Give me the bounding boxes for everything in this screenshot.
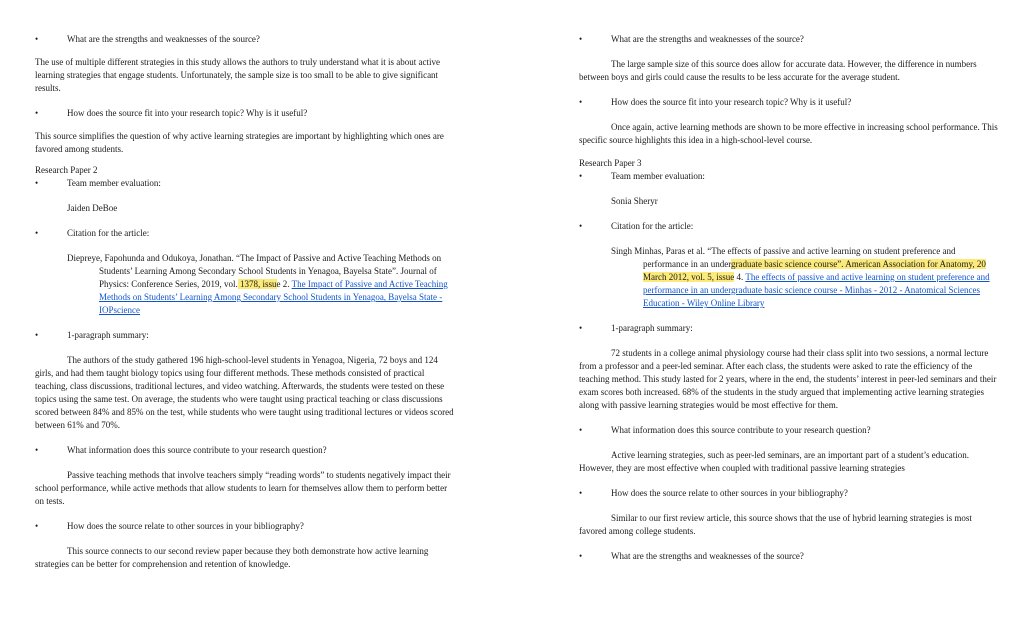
- question-strengths: • What are the strengths and weaknesses of the source?: [35, 34, 260, 44]
- citation-label: • Citation for the article:: [579, 221, 694, 231]
- question-fit: • How does the source fit into your research topic? Why is it useful?: [579, 97, 852, 107]
- answer-strengths: The large sample size of this source does allow for accurate data. However, the difference in numbers between boys and girls could cause the results to be less accurate for the average student.: [579, 59, 977, 82]
- team-member-name: Jaiden DeBoe: [67, 203, 118, 213]
- summary-text: 72 students in a college animal physiology course had their class split into two sessions, a normal lecture from a professor and a peer-led seminar. After each class, the students were asked to rate the efficiency of the teaching method. This study lasted for 2 years, where in the end, the students’ interest in peer-led seminars and their exam scores both increased. 68% of the students in the study argued that implementing active learning strategies along with passive learning strategies would be most effective for them.: [579, 348, 997, 410]
- team-member-name: Sonia Sheryr: [611, 196, 658, 206]
- team-member-label: • Team member evaluation:: [579, 171, 705, 181]
- bullet: •: [35, 521, 39, 531]
- summary-label: • 1-paragraph summary:: [35, 330, 149, 340]
- bullet: •: [35, 228, 39, 238]
- bullet: •: [35, 108, 39, 118]
- bullet: •: [579, 425, 583, 435]
- right-page: [512, 0, 1024, 643]
- question-strengths-2: • What are the strengths and weaknesses of the source?: [579, 551, 804, 561]
- section-heading-paper-3: Research Paper 3: [579, 158, 642, 168]
- bullet: •: [579, 34, 583, 44]
- right-column: [579, 33, 999, 563]
- section-heading-paper-2: Research Paper 2: [35, 165, 98, 175]
- bullet: •: [579, 551, 583, 561]
- bullet: •: [35, 34, 39, 44]
- citation-highlight: graduate basic science course”. American Association for Anatomy, 20 March 2012, vol. 5, issue: [643, 259, 986, 282]
- question-relate: • How does the source relate to other sources in your bibliography?: [35, 521, 304, 531]
- summary-label: • 1-paragraph summary:: [579, 323, 693, 333]
- answer-fit: This source simplifies the question of why active learning strategies are important by highlighting which ones are favored among students.: [35, 131, 444, 154]
- answer-relate: This source connects to our second review paper because they both demonstrate how active learning strategies can be better for comprehension and retention of knowledge.: [35, 546, 429, 569]
- question-contribute: • What information does this source contribute to your research question?: [579, 425, 871, 435]
- bullet: •: [579, 488, 583, 498]
- bullet: •: [579, 323, 583, 333]
- answer-relate: Similar to our first review article, this source shows that the use of hybrid learning strategies is most favored among college students.: [579, 513, 972, 536]
- bullet: •: [579, 221, 583, 231]
- question-fit: • How does the source fit into your research topic? Why is it useful?: [35, 108, 308, 118]
- team-member-label: • Team member evaluation:: [35, 178, 161, 188]
- summary-text: The authors of the study gathered 196 high-school-level students in Yenagoa, Nigeria, 72 boys and 124 girls, and had them taught biology topics using four different methods. These methods consisted of practical teaching, class discussions, traditional lectures, and video watching. Afterwards, the students were tested on these topics using the same test. On average, the students who were taught using practical teaching or class discussions scored between 84% and 85% on the test, while students who were taught using traditional lectures or videos scored between 61% and 70%.: [35, 355, 454, 430]
- citation-label: • Citation for the article:: [35, 228, 150, 238]
- bullet: •: [35, 445, 39, 455]
- answer-fit: Once again, active learning methods are shown to be more effective in increasing school performance. This specific source highlights this idea in a high-school-level course.: [579, 122, 998, 145]
- citation-text: Diepreye, Fapohunda and Odukoya, Jonathan. “The Impact of Passive and Active Teaching Methods on Students’ Learning Among Secondary School Students in Yenagoa, Bayelsa State”. Journal of Physics: Conference Series, 2019, vol. 1378, issue 2. The Impact of Passive and Active Teaching Methods on Students’ Learning Among Secondary School Students in Yenagoa, Bayelsa State - IOPscience: [67, 253, 448, 315]
- citation-link[interactable]: The Impact of Passive and Active Teaching Methods on Students’ Learning Among Secondary School Students in Yenagoa, Bayelsa State - IOPscience: [99, 279, 448, 315]
- left-column: [35, 33, 455, 571]
- answer-strengths: The use of multiple different strategies in this study allows the authors to truly understand what it is about active learning strategies that engage students. Unfortunately, the sample size is too small to be able to give significant results.: [35, 57, 440, 93]
- answer-contribute: Active learning strategies, such as peer-led seminars, are an important part of a student’s education. However, they are most effective when coupled with traditional passive learning strategies: [579, 450, 969, 473]
- bullet: •: [579, 97, 583, 107]
- bullet: •: [35, 178, 39, 188]
- bullet: •: [35, 330, 39, 340]
- bullet: •: [579, 171, 583, 181]
- answer-contribute: Passive teaching methods that involve teachers simply “reading words” to students negatively impact their school performance, while active methods that allow students to learn for themselves allow them to perform better on tests.: [35, 470, 451, 506]
- citation-link[interactable]: The effects of passive and active learning on student preference and performance in an undergraduate basic science course - Minhas - 2012 - Anatomical Sciences Education - Wiley Online Library: [643, 272, 990, 308]
- question-contribute: • What information does this source contribute to your research question?: [35, 445, 327, 455]
- question-strengths: • What are the strengths and weaknesses of the source?: [579, 34, 804, 44]
- question-relate: • How does the source relate to other sources in your bibliography?: [579, 488, 848, 498]
- citation-text: Singh Minhas, Paras et al. “The effects of passive and active learning on student preference and performance in an undergraduate basic science course”. American Association for Anatomy, 20 March 2012, vol. 5, issue 4. The effects of passive and active learning on student preference and performance in an undergraduate basic science course - Minhas - 2012 - Anatomical Sciences Education - Wiley Online Library: [611, 246, 990, 308]
- citation-highlight: 1378, issu: [237, 279, 277, 289]
